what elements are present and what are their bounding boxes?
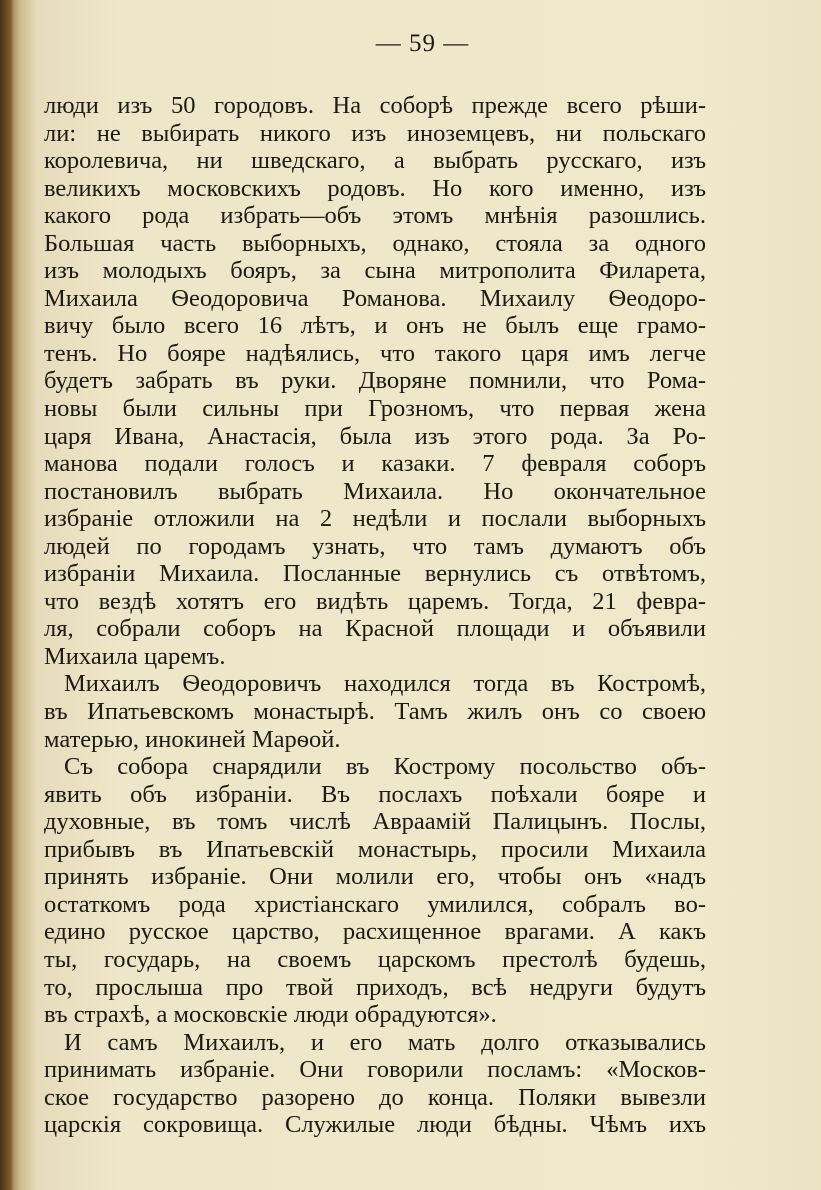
text-line: И самъ Михаилъ, и его мать долго отказывались (64, 1028, 706, 1056)
text-line: Михаилъ Ѳеодоровичъ находился тогда въ Костромѣ, (64, 670, 706, 698)
text-line: остаткомъ рода христіанскаго умилился, собралъ во- (44, 890, 706, 918)
text-line: принимать избраніе. Они говорили посламъ: «Москов- (44, 1056, 706, 1084)
text-line: едино русское царство, расхищенное врагами. А какъ (44, 918, 706, 946)
text-line: избраніе отложили на 2 недѣли и послали выборныхъ (44, 505, 706, 533)
text-line: ли: не выбирать никого изъ иноземцевъ, ни польскаго (44, 119, 706, 147)
text-line: принять избраніе. Они молили его, чтобы онъ «надъ (44, 863, 706, 891)
page-spine-edge (0, 0, 14, 1190)
text-line: избраніи Михаила. Посланные вернулись съ отвѣтомъ, (44, 560, 706, 588)
text-line: Большая часть выборныхъ, однако, стояла за одного (44, 229, 706, 257)
text-line: въ Ипатьевскомъ монастырѣ. Тамъ жилъ онъ со своею (44, 698, 706, 726)
text-line: матерью, инокиней Марѳой. (44, 725, 341, 753)
text-line: ты, государь, на своемъ царскомъ престолѣ будешь, (44, 945, 706, 973)
text-line: духовные, въ томъ числѣ Авраамій Палицынъ. Послы, (44, 808, 706, 836)
text-line: изъ молодыхъ бояръ, за сына митрополита Филарета, (44, 257, 706, 285)
text-line: явить объ избраніи. Въ послахъ поѣхали бояре и (44, 780, 706, 808)
text-line: царя Ивана, Анастасія, была изъ этого рода. За Ро- (44, 422, 706, 450)
text-line: какого рода избрать—объ этомъ мнѣнія разошлись. (44, 202, 706, 230)
text-line: Михаила царемъ. (44, 642, 226, 670)
text-line: Михаила Ѳеодоровича Романова. Михаилу Ѳеодоро- (44, 284, 706, 312)
text-line: новы были сильны при Грозномъ, что первая жена (44, 395, 706, 423)
body-text (44, 92, 706, 1139)
text-line: что вездѣ хотятъ его видѣть царемъ. Тогда, 21 февра- (44, 587, 706, 615)
text-line: люди изъ 50 городовъ. На соборѣ прежде всего рѣши- (44, 92, 706, 119)
text-line: постановилъ выбрать Михаила. Но окончательное (44, 477, 706, 505)
text-line: будетъ забрать въ руки. Дворяне помнили, что Рома- (44, 367, 706, 395)
text-line: царскія сокровища. Служилые люди бѣдны. Чѣмъ ихъ (44, 1111, 706, 1139)
text-line: прибывъ въ Ипатьевскій монастырь, просили Михаила (44, 835, 706, 863)
text-line: королевича, ни шведскаго, а выбрать русскаго, изъ (44, 147, 706, 175)
text-line: великихъ московскихъ родовъ. Но кого именно, изъ (44, 174, 706, 202)
text-line: въ страхѣ, а московскіе люди обрадуются». (44, 1001, 497, 1029)
text-line: вичу было всего 16 лѣтъ, и онъ не былъ еще грамо- (44, 312, 706, 340)
page-number: — 59 — (375, 30, 470, 57)
text-line: то, прослыша про твой приходъ, всѣ недруги будутъ (44, 973, 706, 1001)
text-line: тенъ. Но бояре надѣялись, что такого царя имъ легче (44, 339, 706, 367)
text-line: манова подали голосъ и казаки. 7 февраля соборъ (44, 450, 706, 478)
text-line: людей по городамъ узнать, что тамъ думаютъ объ (44, 532, 706, 560)
text-line: ское государство разорено до конца. Поляки вывезли (44, 1083, 706, 1111)
text-line: ля, собрали соборъ на Красной площади и объявили (44, 615, 706, 643)
text-line: Съ собора снарядили въ Кострому посольство объ- (64, 753, 706, 781)
